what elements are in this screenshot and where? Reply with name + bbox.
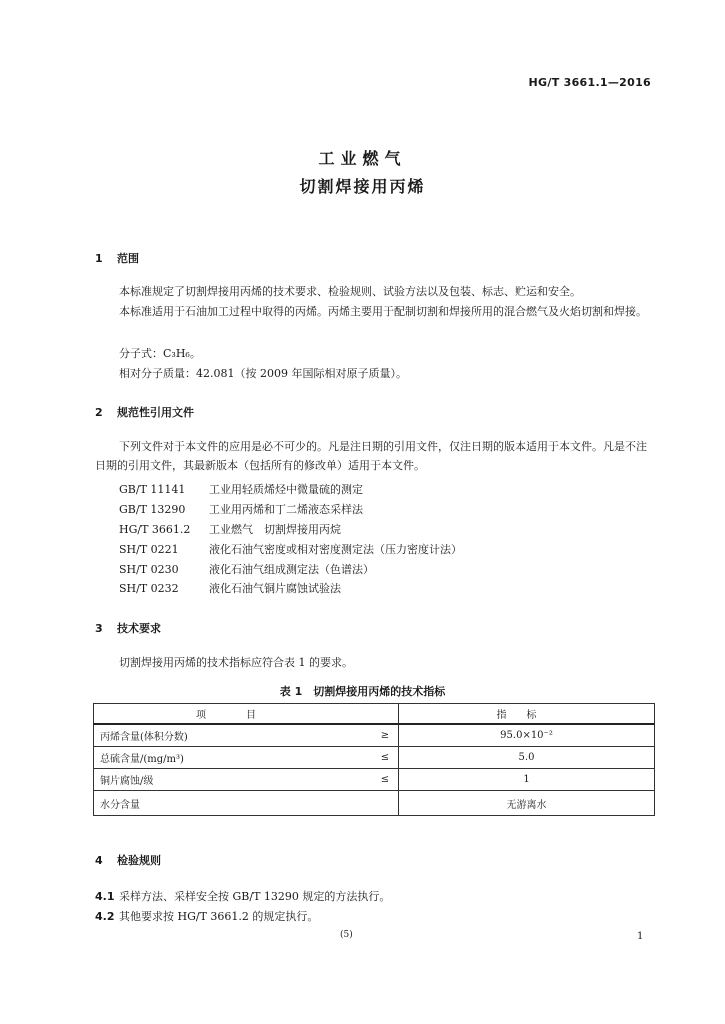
reference-item: [119, 580, 341, 596]
table-header-row: [94, 704, 655, 725]
section-number: 1: [95, 252, 103, 265]
row-item: 水分含量: [94, 791, 373, 816]
reference-item: [119, 521, 341, 537]
row-value: 95.0×10⁻²: [399, 724, 655, 747]
reference-title: 液化石油气密度或相对密度测定法（压力密度计法）: [209, 543, 462, 556]
reference-item: [119, 561, 374, 577]
scope-paragraph-1: 本标准规定了切割焊接用丙烯的技术要求、检验规则、试验方法以及包装、标志、贮运和安全。: [119, 285, 581, 298]
clause-number: 4.2: [95, 910, 115, 923]
clause-text: 采样方法、采样安全按 GB/T 13290 规定的方法执行。: [119, 890, 391, 903]
clause-item: [95, 908, 318, 924]
reference-title: 液化石油气组成测定法（色谱法）: [209, 563, 374, 576]
row-operator: [372, 791, 399, 816]
header-item: 项目: [94, 704, 399, 725]
reference-title: 工业用丙烯和丁二烯液态采样法: [209, 503, 363, 516]
section-title: 规范性引用文件: [117, 406, 194, 419]
page-number: 1: [637, 931, 644, 942]
scope-paragraph-2: 本标准适用于石油加工过程中取得的丙烯。丙烯主要用于配制切割和焊接所用的混合燃气及火焰切割和焊接。: [119, 305, 647, 318]
molecular-formula: 分子式：C₃H₆。: [119, 347, 201, 360]
row-value: 5.0: [399, 747, 655, 769]
reference-code: GB/T 11141: [119, 483, 186, 496]
reference-item: [119, 481, 363, 497]
reference-title: 液化石油气铜片腐蚀试验法: [209, 582, 341, 595]
clause-number: 4.1: [95, 890, 115, 903]
reference-item: [119, 501, 363, 517]
title-line-2: 切割焊接用丙烯: [299, 177, 426, 196]
requirements-intro: 切割焊接用丙烯的技术指标应符合表 1 的要求。: [119, 656, 353, 669]
section-number: 2: [95, 406, 103, 419]
table-caption: 表 1 切割焊接用丙烯的技术指标: [279, 685, 446, 698]
header-value: 指标: [399, 704, 655, 725]
reference-title: 工业燃气 切割焊接用丙烷: [209, 523, 341, 536]
reference-code: GB/T 13290: [119, 503, 186, 516]
footer-mark: (5): [340, 930, 353, 940]
reference-title: 工业用轻质烯烃中微量硫的测定: [209, 483, 363, 496]
title-line-1: 工业燃气: [318, 149, 407, 168]
row-operator: ≤: [372, 769, 399, 791]
reference-code: HG/T 3661.2: [119, 523, 191, 536]
row-operator: ≤: [372, 747, 399, 769]
row-item: 铜片腐蚀/级: [94, 769, 373, 791]
section-2-heading: [95, 404, 194, 420]
table-row: [94, 747, 655, 769]
clause-text: 其他要求按 HG/T 3661.2 的规定执行。: [119, 910, 319, 923]
row-item: 总硫含量/(mg/m³): [94, 747, 373, 769]
reference-code: SH/T 0221: [119, 543, 179, 556]
spec-table: [93, 703, 655, 816]
section-number: 4: [95, 854, 103, 867]
row-operator: ≥: [372, 724, 399, 747]
reference-code: SH/T 0230: [119, 563, 179, 576]
row-value: 无游离水: [399, 791, 655, 816]
references-intro: 下列文件对于本文件的应用是必不可少的。凡是注日期的引用文件，仅注日期的版本适用于本文件。凡是不注日期的引用文件，其最新版本（包括所有的修改单）适用于本文件。: [95, 440, 647, 472]
row-item: 丙烯含量(体积分数): [94, 724, 373, 747]
document-code: HG/T 3661.1—2016: [528, 76, 651, 89]
section-title: 范围: [117, 252, 139, 265]
section-4-heading: [95, 852, 161, 868]
table-row: [94, 791, 655, 816]
section-3-heading: [95, 620, 161, 636]
clause-item: [95, 888, 390, 904]
reference-item: [119, 541, 462, 557]
section-number: 3: [95, 622, 103, 635]
reference-code: SH/T 0232: [119, 582, 179, 595]
table-row: [94, 769, 655, 791]
table-row: [94, 724, 655, 747]
section-title: 技术要求: [117, 622, 161, 635]
molecular-mass: 相对分子质量：42.081（按 2009 年国际相对原子质量）。: [119, 367, 407, 380]
section-1-heading: [95, 250, 139, 266]
section-title: 检验规则: [117, 854, 161, 867]
row-value: 1: [399, 769, 655, 791]
